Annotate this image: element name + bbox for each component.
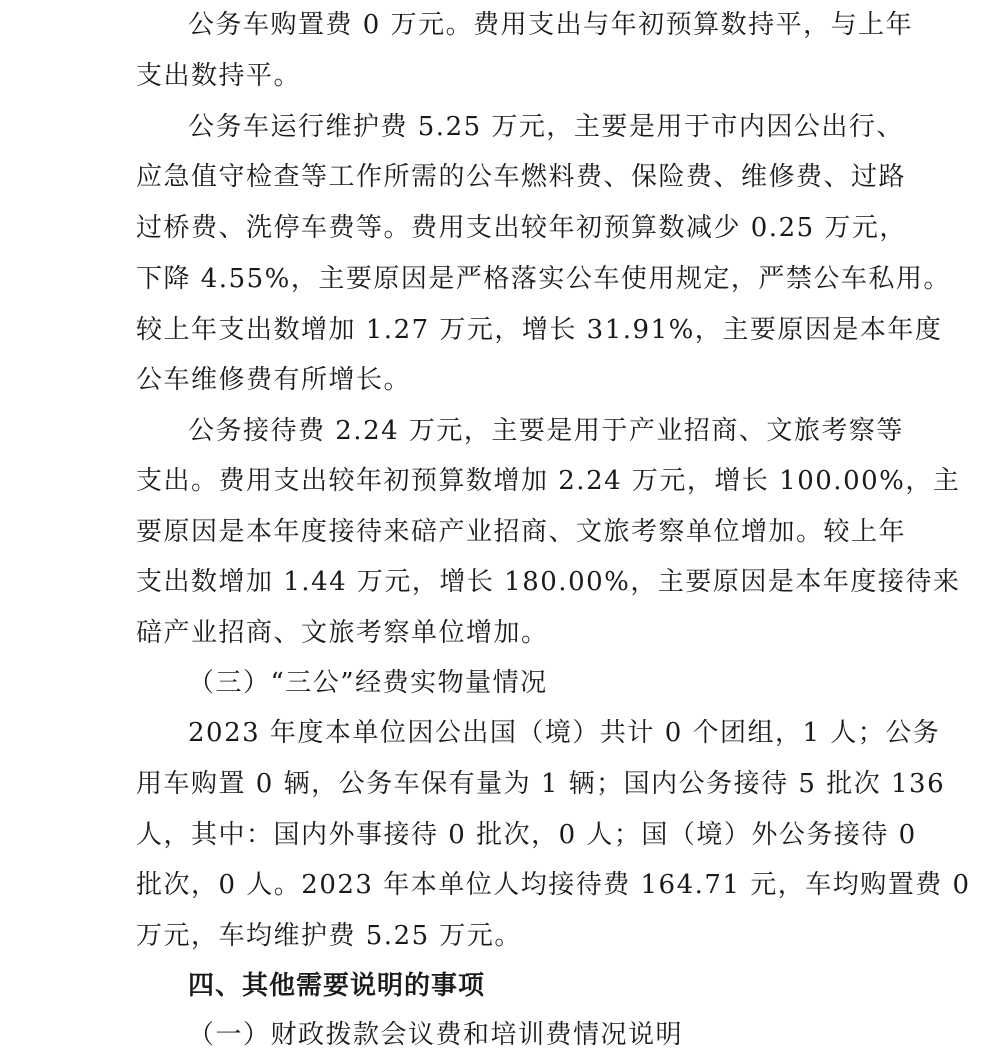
section-heading-four: 四、其他需要说明的事项 xyxy=(188,971,486,1001)
paragraph-line: 公车维修费有所增长。 xyxy=(136,365,412,395)
paragraph-line: 万元，车均维护费 5.25 万元。 xyxy=(136,921,522,951)
paragraph-line: 公务车购置费 0 万元。费用支出与年初预算数持平，与上年 xyxy=(188,10,914,40)
paragraph-line: 人，其中：国内外事接待 0 批次，0 人；国（境）外公务接待 0 xyxy=(136,820,917,850)
paragraph-line: 下降 4.55%，主要原因是严格落实公车使用规定，严禁公车私用。 xyxy=(136,264,951,294)
paragraph-line: 支出数持平。 xyxy=(136,61,302,91)
paragraph-line: 碚产业招商、文旅考察单位增加。 xyxy=(136,618,549,648)
paragraph-line: 支出数增加 1.44 万元，增长 180.00%，主要原因是本年度接待来 xyxy=(136,567,961,597)
paragraph-line: 要原因是本年度接待来碚产业招商、文旅考察单位增加。较上年 xyxy=(136,517,907,547)
subsection-heading-one: （一）财政拨款会议费和培训费情况说明 xyxy=(188,1020,684,1050)
paragraph-line: 公务接待费 2.24 万元，主要是用于产业招商、文旅考察等 xyxy=(188,416,904,446)
paragraph-line: 2023 年度本单位因公出国（境）共计 0 个团组，1 人；公务 xyxy=(188,718,941,748)
paragraph-line: 公务车运行维护费 5.25 万元，主要是用于市内因公出行、 xyxy=(188,112,904,142)
paragraph-line: 过桥费、洗停车费等。费用支出较年初预算数减少 0.25 万元， xyxy=(136,213,907,243)
paragraph-line: 应急值守检查等工作所需的公车燃料费、保险费、维修费、过路 xyxy=(136,162,907,192)
paragraph-line: 用车购置 0 辆，公务车保有量为 1 辆；国内公务接待 5 批次 136 xyxy=(136,769,946,799)
paragraph-line: 较上年支出数增加 1.27 万元，增长 31.91%，主要原因是本年度 xyxy=(136,315,943,345)
paragraph-line: 支出。费用支出较年初预算数增加 2.24 万元，增长 100.00%，主 xyxy=(136,466,961,496)
section-heading-three: （三）“三公”经费实物量情况 xyxy=(188,668,548,698)
paragraph-line: 批次，0 人。2023 年本单位人均接待费 164.71 元，车均购置费 0 xyxy=(136,870,971,900)
